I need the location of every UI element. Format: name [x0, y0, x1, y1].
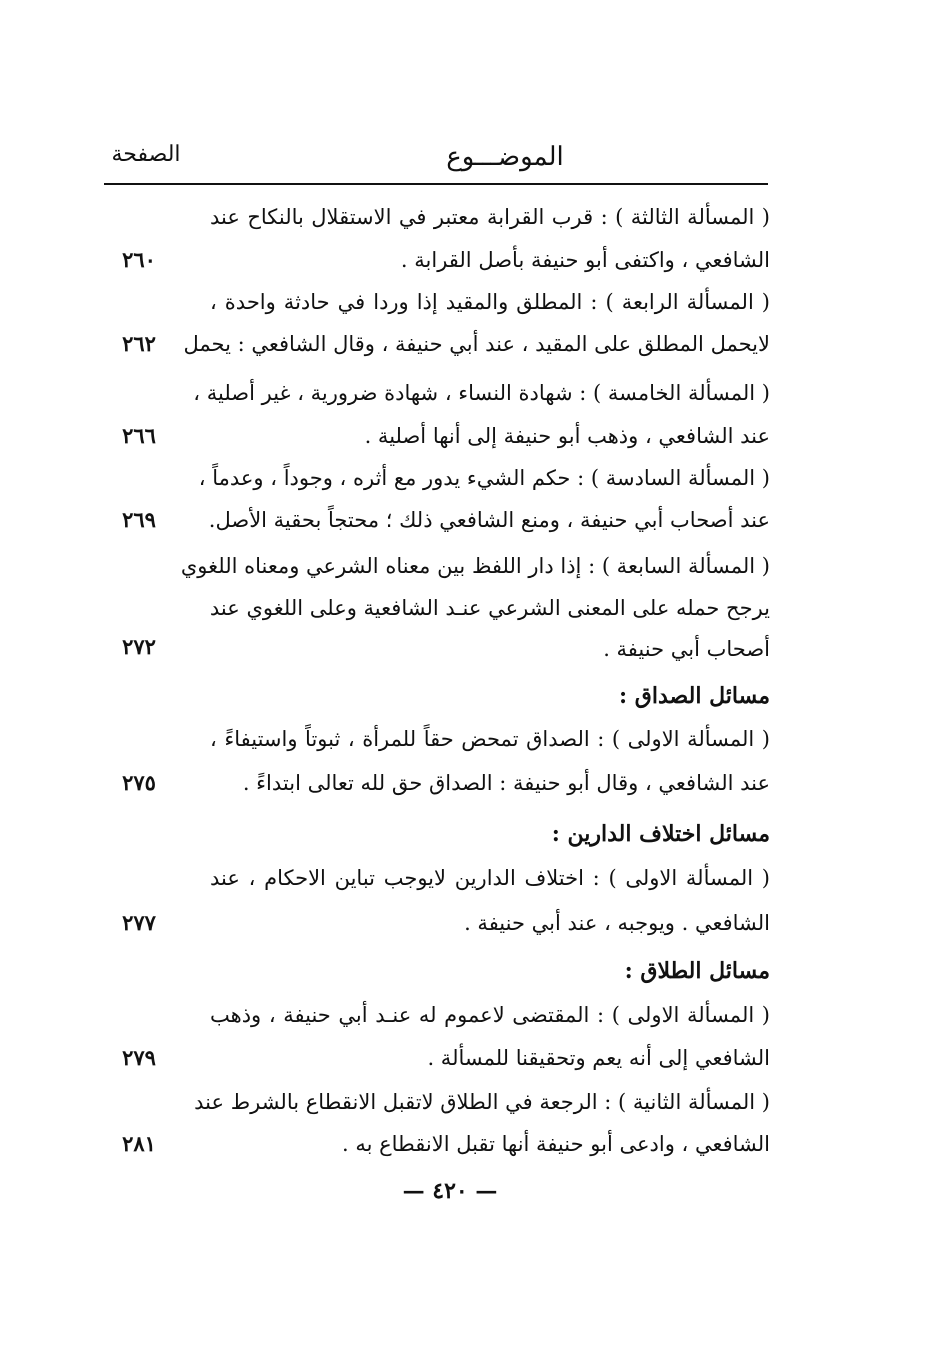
entry-line: ( المسألة الخامسة ) : شهادة النساء ، شهادة ضرورية ، غير أصلية ،	[193, 381, 770, 405]
entry-page-number: ٢٦٢	[122, 331, 156, 356]
footer-page-number: — ٤٢٠ —	[402, 1178, 498, 1204]
entry-line: الشافعي ، واكتفى أبو حنيفة بأصل القرابة .	[400, 248, 770, 272]
entry-line: عند الشافعي ، وقال أبو حنيفة : الصداق حق لله تعالى ابتداءً .	[242, 771, 770, 795]
entry-page-number: ٢٦٠	[122, 247, 156, 272]
entry-page-number: ٢٧٢	[122, 634, 156, 659]
header-page-label: الصفحة	[111, 142, 181, 167]
entry-line: ( المسألة الثالثة ) : قرب القرابة معتبر في الاستقلال بالنكاح عند	[210, 205, 770, 229]
section-heading: مسائل الطلاق :	[624, 958, 770, 984]
entry-page-number: ٢٨١	[122, 1131, 156, 1156]
section-heading: مسائل الصداق :	[619, 683, 770, 709]
entry-line: ( المسألة الرابعة ) : المطلق والمقيد إذا وردا في حادثة واحدة ،	[210, 290, 770, 314]
entry-line: ( المسألة السابعة ) : إذا دار اللفظ بين معناه الشرعي ومعناه اللغوي	[180, 554, 770, 578]
entry-page-number: ٢٧٥	[122, 770, 156, 795]
entry-line: عند الشافعي ، وذهب أبو حنيفة إلى أنها أصلية .	[364, 424, 770, 448]
entry-line: لايحمل المطلق على المقيد ، عند أبي حنيفة ، وقال الشافعي : يحمل	[183, 332, 770, 356]
entry-line: ( المسألة الثانية ) : الرجعة في الطلاق لاتقبل الانقطاع بالشرط عند	[194, 1090, 770, 1114]
entry-line: يرجح حمله على المعنى الشرعي عنـد الشافعية وعلى اللغوي عند	[209, 596, 770, 620]
entry-line: ( المسألة الاولى ) : اختلاف الدارين لايوجب تباين الاحكام ، عند	[210, 866, 770, 890]
entry-line: الشافعي ، وادعى أبو حنيفة أنها تقبل الانقطاع به .	[342, 1132, 770, 1156]
entry-page-number: ٢٧٩	[122, 1045, 156, 1070]
entry-page-number: ٢٦٩	[122, 507, 156, 532]
entry-line: أصحاب أبي حنيفة .	[603, 637, 770, 661]
entry-line: عند أصحاب أبي حنيفة ، ومنع الشافعي ذلك ؛ محتجاً بحقية الأصل.	[208, 508, 770, 532]
entry-page-number: ٢٧٧	[122, 910, 156, 935]
entry-line: الشافعي . ويوجبه ، عند أبي حنيفة .	[464, 911, 770, 935]
entry-line: ( المسألة السادسة ) : حكم الشيء يدور مع أثره ، وجوداً ، وعدماً ،	[198, 466, 770, 490]
entry-line: ( المسألة الاولى ) : الصداق تمحض حقاً للمرأة ، ثبوتاً واستيفاءً ،	[210, 727, 770, 751]
entry-line: ( المسألة الاولى ) : المقتضى لاعموم له عنـد أبي حنيفة ، وذهب	[210, 1003, 770, 1027]
entry-line: الشافعي إلى أنه يعم وتحقيقنا للمسألة .	[427, 1046, 770, 1070]
header-topic-label: الموضـــوع	[446, 142, 564, 172]
entry-page-number: ٢٦٦	[122, 423, 156, 448]
header-rule	[104, 183, 768, 185]
section-heading: مسائل اختلاف الدارين :	[551, 821, 770, 847]
